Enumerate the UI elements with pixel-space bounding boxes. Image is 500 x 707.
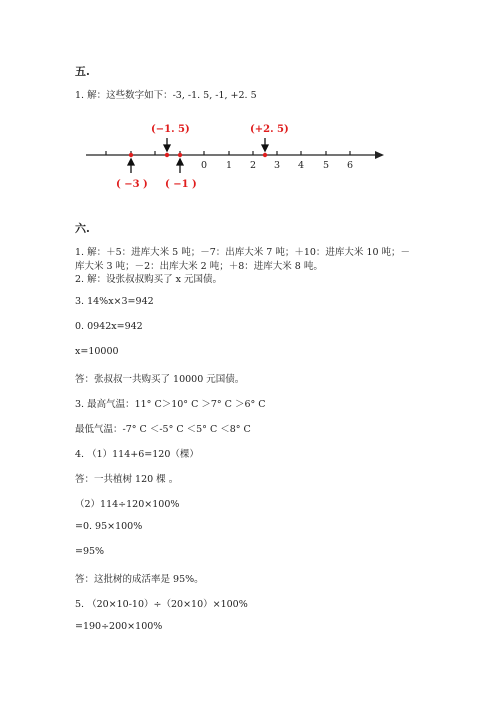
label-neg1: ( −1 ) [165, 179, 197, 190]
label-pos2-5: (+2. 5) [250, 124, 289, 135]
answer-line: =95% [75, 546, 105, 557]
answer-line: 3. 14%x×3=942 [75, 296, 154, 307]
tick-label: 6 [347, 160, 354, 171]
answer-line: 2. 解：设张叔叔购买了 x 元国债。 [75, 274, 222, 285]
point-pos2-5 [263, 153, 267, 157]
answer-line: 答：张叔叔一共购买了 10000 元国债。 [75, 374, 245, 385]
answer-line: 答：这批树的成活率是 95%。 [75, 574, 204, 585]
answer-line: 最低气温：-7° C ＜-5° C ＜5° C ＜8° C [75, 424, 251, 435]
answer-line: 4. （1）114+6=120（棵） [75, 449, 199, 460]
answer-line: =0. 95×100% [75, 521, 143, 532]
answer-line: 1. 解：＋5：进库大米 5 吨；－7：出库大米 7 吨；＋10：进库大米 10 吨；－ [75, 247, 411, 258]
answer-line: =190÷200×100% [75, 621, 163, 632]
section-5-heading: 五. [75, 65, 90, 78]
tick-label: 4 [298, 160, 305, 171]
number-line-arrowhead [375, 151, 384, 159]
section-5-answer-line: 1. 解：这些数字如下：-3, -1. 5, -1, +2. 5 [75, 90, 257, 101]
tick-label: 2 [250, 160, 257, 171]
section-6-heading: 六. [75, 222, 90, 235]
answer-line: 3. 最高气温：11° C＞10° C ＞7° C ＞6° C [75, 399, 266, 410]
answer-line: 库大米 3 吨；－2：出库大米 2 吨；＋8：进库大米 8 吨。 [75, 261, 323, 272]
point-neg1-5 [165, 153, 169, 157]
label-neg1-5: (−1. 5) [151, 124, 190, 135]
point-neg1 [178, 153, 182, 157]
answer-line: 0. 0942x=942 [75, 321, 143, 332]
label-neg3: ( −3 ) [116, 179, 148, 190]
tick-label: 0 [201, 160, 208, 171]
answer-line: 5. （20×10-10）÷（20×10）×100% [75, 599, 248, 610]
tick-label: 1 [226, 160, 233, 171]
point-neg3 [129, 153, 133, 157]
tick-label: 5 [323, 160, 330, 171]
answer-line: （2）114÷120×100% [75, 499, 180, 510]
answer-line: 答：一共植树 120 棵 。 [75, 474, 179, 485]
tick-label: 3 [274, 160, 281, 171]
answer-line: x=10000 [75, 346, 119, 357]
